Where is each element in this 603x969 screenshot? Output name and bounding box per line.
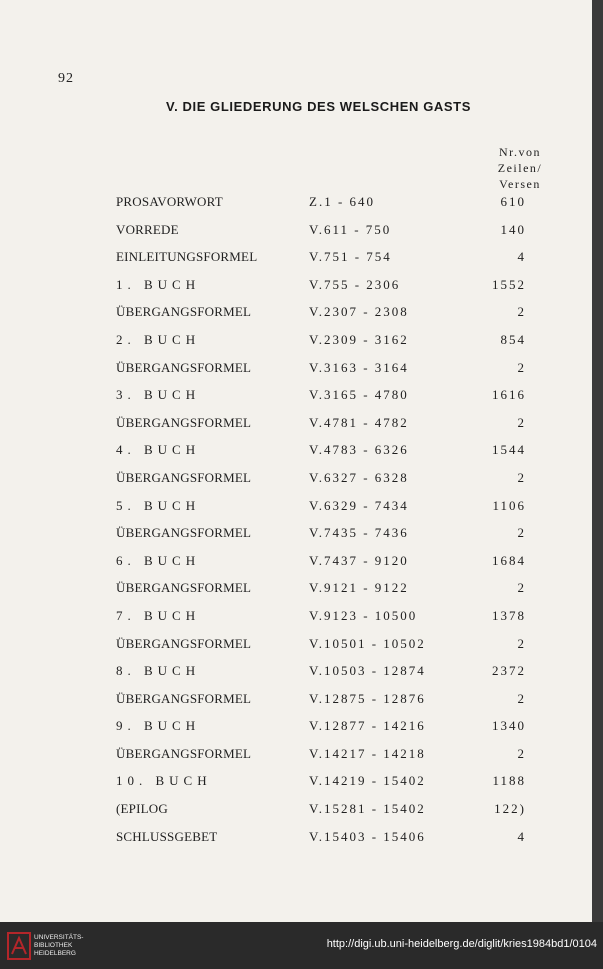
page-number: 92 bbox=[58, 71, 74, 86]
verse-range: V.9123 - 10500 bbox=[309, 607, 418, 623]
section-label: ÜBERGANGSFORMEL bbox=[116, 414, 252, 430]
table-row bbox=[0, 470, 592, 498]
table-row bbox=[0, 442, 592, 470]
library-logo-icon bbox=[7, 932, 31, 960]
table-row bbox=[0, 829, 592, 857]
verse-count: 122) bbox=[494, 801, 526, 817]
logo-line: HEIDELBERG bbox=[34, 950, 76, 957]
column-header-line: Nr.von bbox=[499, 145, 541, 159]
table-row bbox=[0, 663, 592, 691]
table-row bbox=[0, 304, 592, 332]
verse-range: V.14217 - 14218 bbox=[309, 745, 426, 761]
verse-count: 1616 bbox=[492, 387, 526, 403]
verse-range: V.10501 - 10502 bbox=[309, 635, 426, 651]
verse-count: 2 bbox=[517, 745, 526, 761]
verse-range: V.2307 - 2308 bbox=[309, 304, 409, 320]
verse-range: V.3165 - 4780 bbox=[309, 387, 409, 403]
verse-count: 1684 bbox=[492, 552, 526, 568]
section-label: 6. BUCH bbox=[116, 552, 201, 568]
structure-table bbox=[0, 194, 592, 856]
section-label: SCHLUSSGEBET bbox=[116, 828, 218, 844]
column-header bbox=[480, 144, 560, 192]
table-row bbox=[0, 580, 592, 608]
verse-range: V.15281 - 15402 bbox=[309, 801, 426, 817]
table-row bbox=[0, 249, 592, 277]
source-url-link[interactable]: http://digi.ub.uni-heidelberg.de/diglit/kries1984bd1/0104 bbox=[326, 938, 597, 950]
table-row bbox=[0, 746, 592, 774]
section-label: PROSAVORWORT bbox=[116, 194, 223, 209]
verse-count: 1378 bbox=[492, 607, 526, 623]
verse-range: V.6329 - 7434 bbox=[309, 497, 409, 513]
table-row bbox=[0, 332, 592, 360]
section-label: 5. BUCH bbox=[116, 497, 201, 513]
table-row bbox=[0, 194, 592, 222]
verse-count: 140 bbox=[500, 221, 526, 237]
section-label: 9. BUCH bbox=[116, 718, 201, 734]
verse-count: 1544 bbox=[492, 442, 526, 458]
table-row bbox=[0, 773, 592, 801]
page-edge bbox=[592, 0, 603, 922]
verse-range: V.611 - 750 bbox=[309, 221, 392, 237]
verse-range: V.4781 - 4782 bbox=[309, 414, 409, 430]
verse-range: V.4783 - 6326 bbox=[309, 442, 409, 458]
verse-count: 4 bbox=[517, 249, 526, 265]
table-row bbox=[0, 415, 592, 443]
verse-range: V.6327 - 6328 bbox=[309, 469, 409, 485]
section-label: 1. BUCH bbox=[116, 276, 201, 292]
section-label: 7. BUCH bbox=[116, 607, 201, 623]
verse-count: 4 bbox=[517, 828, 526, 844]
verse-range: V.12877 - 14216 bbox=[309, 718, 426, 734]
table-row bbox=[0, 718, 592, 746]
verse-range: V.9121 - 9122 bbox=[309, 580, 409, 596]
section-label: 8. BUCH bbox=[116, 663, 201, 679]
section-label: 4. BUCH bbox=[116, 442, 201, 458]
table-row bbox=[0, 277, 592, 305]
section-label: ÜBERGANGSFORMEL bbox=[116, 745, 252, 761]
logo-line: UNIVERSITÄTS- bbox=[34, 934, 84, 941]
verse-count: 1340 bbox=[492, 718, 526, 734]
verse-count: 2 bbox=[517, 414, 526, 430]
table-row bbox=[0, 636, 592, 664]
section-label: ÜBERGANGSFORMEL bbox=[116, 635, 252, 651]
verse-count: 2372 bbox=[492, 663, 526, 679]
section-label: VORREDE bbox=[116, 221, 179, 237]
verse-range: V.12875 - 12876 bbox=[309, 690, 426, 706]
verse-count: 854 bbox=[500, 331, 526, 347]
library-logo-text bbox=[34, 934, 83, 958]
section-label: 2. BUCH bbox=[116, 331, 201, 347]
section-label: ÜBERGANGSFORMEL bbox=[116, 359, 252, 375]
section-label: ÜBERGANGSFORMEL bbox=[116, 469, 252, 485]
verse-range: V.7435 - 7436 bbox=[309, 525, 409, 541]
verse-range: Z.1 - 640 bbox=[309, 194, 376, 209]
table-row bbox=[0, 801, 592, 829]
section-label: 10. BUCH bbox=[116, 773, 212, 789]
section-label: (EPILOG bbox=[116, 801, 168, 817]
section-label: 3. BUCH bbox=[116, 387, 201, 403]
verse-count: 1552 bbox=[492, 276, 526, 292]
verse-count: 2 bbox=[517, 469, 526, 485]
verse-count: 610 bbox=[500, 194, 526, 209]
verse-range: V.7437 - 9120 bbox=[309, 552, 409, 568]
page-title: V. DIE GLIEDERUNG DES WELSCHEN GASTS bbox=[166, 99, 471, 114]
column-header-line: Versen bbox=[499, 177, 541, 191]
table-row bbox=[0, 498, 592, 526]
table-row bbox=[0, 525, 592, 553]
section-label: ÜBERGANGSFORMEL bbox=[116, 580, 252, 596]
section-label: ÜBERGANGSFORMEL bbox=[116, 304, 252, 320]
verse-range: V.2309 - 3162 bbox=[309, 331, 409, 347]
verse-count: 1106 bbox=[492, 497, 526, 513]
table-row bbox=[0, 608, 592, 636]
logo-line: BIBLIOTHEK bbox=[34, 942, 73, 949]
verse-count: 2 bbox=[517, 525, 526, 541]
verse-count: 2 bbox=[517, 580, 526, 596]
verse-range: V.751 - 754 bbox=[309, 249, 392, 265]
footer-bar bbox=[0, 922, 603, 969]
verse-count: 2 bbox=[517, 635, 526, 651]
section-label: ÜBERGANGSFORMEL bbox=[116, 690, 252, 706]
verse-count: 2 bbox=[517, 304, 526, 320]
table-row bbox=[0, 553, 592, 581]
table-row bbox=[0, 360, 592, 388]
table-row bbox=[0, 222, 592, 250]
table-row bbox=[0, 691, 592, 719]
section-label: EINLEITUNGSFORMEL bbox=[116, 249, 258, 265]
verse-range: V.755 - 2306 bbox=[309, 276, 401, 292]
verse-range: V.15403 - 15406 bbox=[309, 828, 426, 844]
verse-count: 2 bbox=[517, 359, 526, 375]
verse-count: 1188 bbox=[492, 773, 526, 789]
section-label: ÜBERGANGSFORMEL bbox=[116, 525, 252, 541]
verse-range: V.3163 - 3164 bbox=[309, 359, 409, 375]
table-row bbox=[0, 387, 592, 415]
verse-range: V.10503 - 12874 bbox=[309, 663, 426, 679]
verse-range: V.14219 - 15402 bbox=[309, 773, 426, 789]
verse-count: 2 bbox=[517, 690, 526, 706]
column-header-line: Zeilen/ bbox=[497, 161, 543, 175]
